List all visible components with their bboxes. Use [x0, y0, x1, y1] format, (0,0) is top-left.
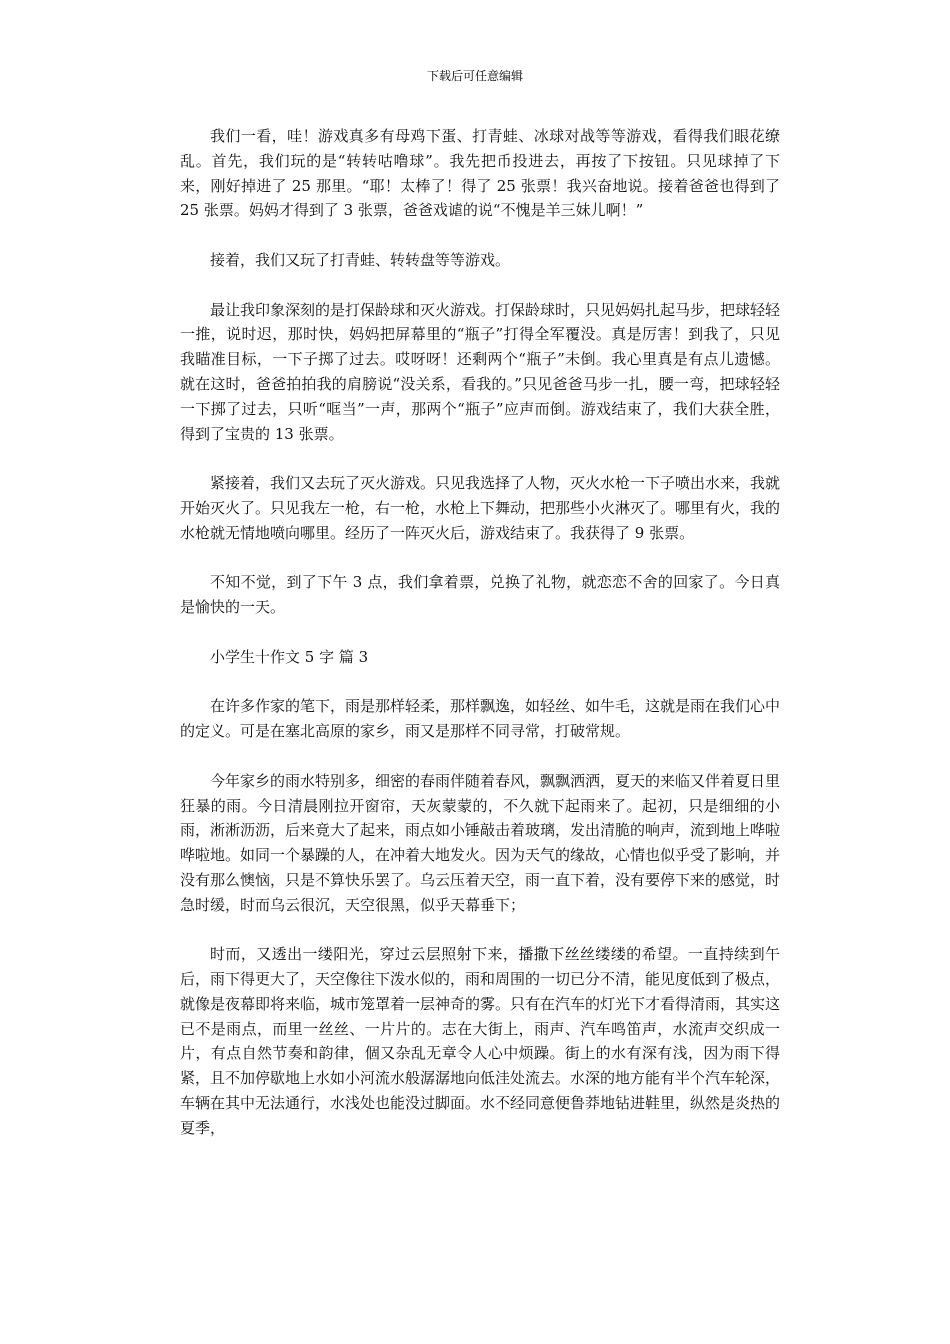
page-header-note: 下载后可任意编辑 [426, 69, 523, 83]
paragraph: 今年家乡的雨水特别多，细密的春雨伴随着春风，飘飘洒洒，夏天的来临又伴着夏日里狂暴的雨。今日清晨刚拉开窗帘，天灰蒙蒙的，不久就下起雨来了。起初，只是细细的小雨，淅淅沥沥，后来竟大了起来，雨点如小锤敲击着玻璃，发出清脆的响声，流到地上哗啦哗啦地。如同一个暴躁的人，在冲着大地发火。因为天气的缘故，心情也似乎受了影响，并没有那么懊恼，只是不算快乐罢了。乌云压着天空，雨一直下着，没有要停下来的感觉，时急时缓，时而乌云很沉，天空很黑，似乎天幕垂下； [180, 771, 781, 914]
paragraph: 时而，又透出一缕阳光，穿过云层照射下来，播撒下丝丝缕缕的希望。一直持续到午后，雨下得更大了，天空像往下泼水似的，雨和周围的一切已分不清，能见度低到了极点，就像是夜幕即将来临，城市笼罩着一层神奇的雾。只有在汽车的灯光下才看得清雨，其实这已不是雨点，而里一丝丝、一片片的。志在大街上，雨声、汽车鸣笛声，水流声交织成一片，有点自然节奏和韵律，個又杂乱无章令人心中烦躁。街上的水有深有浅，因为雨下得紧，且不加停歇地上水如小河流水般潺潺地向低洼处流去。水深的地方能有半个汽车轮深，车辆在其中无法通行，水浅处也能没过脚面。水不经同意便鲁莽地钻进鞋里，纵然是炎热的夏季， [180, 945, 781, 1137]
paragraph: 我们一看，哇！游戏真多有母鸡下蛋、打青蛙、冰球对战等等游戏，看得我们眼花缭乱。首先，我们玩的是“转转咕噜球”。我先把币投进去，再按了下按钮。只见球掉了下来，刚好掉进了 25 那里。“耶！太棒了！得了 25 张票！我兴奋地说。接着爸爸也得到了 25 张票。妈妈才得到了 3 张票，爸爸戏谑的说“不愧是羊三妹儿啊！” [180, 127, 780, 220]
paragraph: 紧接着，我们又去玩了灭火游戏。只见我选择了人物，灭火水枪一下子喷出水来，我就开始灭火了。只见我左一枪，右一枪，水枪上下舞动，把那些小火淋灭了。哪里有火，我的水枪就无情地喷向哪里。经历了一阵灭火后，游戏结束了。我获得了 9 张票。 [180, 474, 781, 542]
paragraph: 在许多作家的笔下，雨是那样轻柔，那样飘逸，如轻丝、如牛毛，这就是雨在我们心中的定义。可是在塞北高原的家乡，雨又是那样不同寻常，打破常规。 [180, 697, 781, 741]
section-heading: 小学生十作文 5 字 篇 3 [210, 647, 369, 666]
paragraph: 不知不觉，到了下午 3 点，我们拿着票，兑换了礼物，就恋恋不舍的回家了。今日真是愉快的一天。 [180, 573, 780, 617]
document-body [180, 124, 780, 1165]
paragraph: 最让我印象深刻的是打保龄球和灭火游戏。打保龄球时，只见妈妈扎起马步，把球轻轻一推，说时迟，那时快，妈妈把屏幕里的“瓶子”打得全军覆没。真是厉害！到我了，只见我瞄准目标，一下子掷了过去。哎呀呀！还剩两个“瓶子”未倒。我心里真是有点儿遗憾。就在这时，爸爸拍拍我的肩膀说“没关系，看我的。”只见爸爸马步一扎，腰一弯，把球轻轻一下掷了过去，只听“哐当”一声，那两个“瓶子”应声而倒。游戏结束了，我们大获全胜，得到了宝贵的 13 张票。 [180, 300, 781, 443]
paragraph: 接着，我们又玩了打青蛙、转转盘等等游戏。 [210, 250, 511, 269]
